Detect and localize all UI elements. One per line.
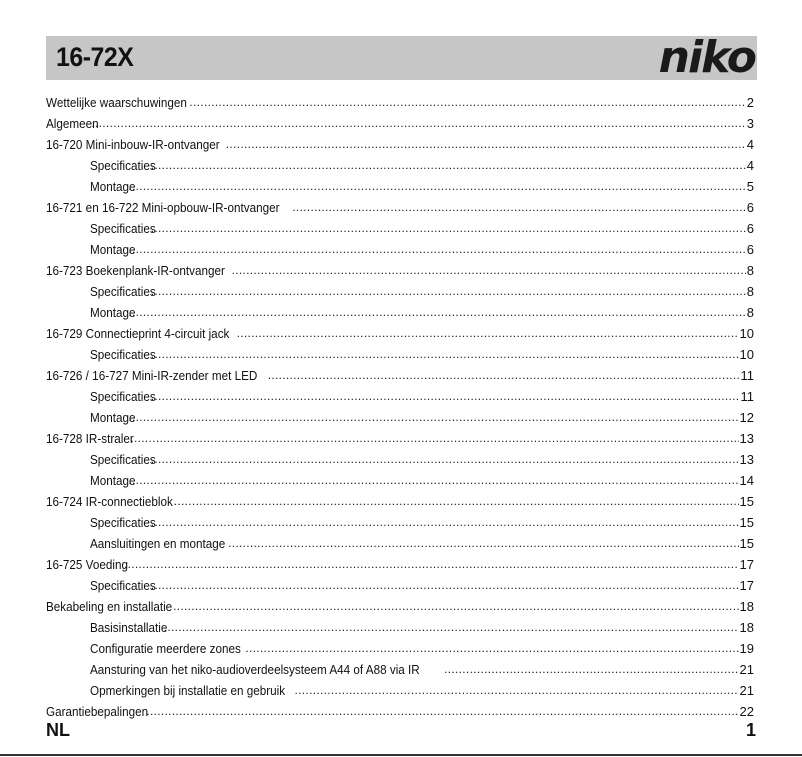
toc-entry-title: Wettelijke waarschuwingen xyxy=(46,95,187,110)
dot-leader xyxy=(128,179,745,194)
toc-entry-page: 8 xyxy=(746,305,754,320)
toc-entry[interactable] xyxy=(46,698,754,719)
toc-entry[interactable] xyxy=(46,404,754,425)
toc-entry-page: 21 xyxy=(739,683,754,698)
toc-entry[interactable] xyxy=(46,614,754,635)
toc-entry[interactable] xyxy=(46,110,754,131)
toc-entry-page: 6 xyxy=(746,242,754,257)
dot-leader xyxy=(128,305,745,320)
toc-entry-title: Opmerkingen bij installatie en gebruik xyxy=(90,683,286,698)
toc-entry[interactable] xyxy=(46,488,754,509)
toc-entry-title: 16-724 IR-connectieblok xyxy=(46,494,173,509)
dot-leader xyxy=(151,221,746,236)
toc-entry-page: 15 xyxy=(739,494,754,509)
toc-entry-title: Specificaties xyxy=(90,284,156,299)
toc-entry[interactable] xyxy=(46,635,754,656)
toc-entry-page: 12 xyxy=(739,410,754,425)
toc-entry-page: 15 xyxy=(739,536,754,551)
dot-leader xyxy=(124,557,739,572)
dot-leader xyxy=(151,515,739,530)
toc-entry-page: 5 xyxy=(746,179,754,194)
toc-entry-title: Specificaties xyxy=(90,158,156,173)
toc-entry-title: 16-723 Boekenplank-IR-ontvanger xyxy=(46,263,225,278)
toc-entry-title: Configuratie meerdere zones xyxy=(90,641,241,656)
dot-leader xyxy=(128,242,745,257)
toc-entry-page: 2 xyxy=(746,95,754,110)
toc-entry-title: Garantiebepalingen xyxy=(46,704,149,719)
toc-entry-title: Bekabeling en installatie xyxy=(46,599,173,614)
dot-leader xyxy=(237,326,739,341)
toc-entry-title: Specificaties xyxy=(90,221,156,236)
toc-entry-page: 4 xyxy=(746,158,754,173)
dot-leader xyxy=(292,200,745,215)
toc-entry[interactable] xyxy=(46,341,754,362)
toc-entry-page: 18 xyxy=(739,599,754,614)
toc-entry[interactable] xyxy=(46,131,754,152)
toc-entry-page: 11 xyxy=(740,389,754,404)
toc-entry-title: Algemeen xyxy=(46,116,99,131)
toc-entry[interactable] xyxy=(46,383,754,404)
toc-entry-title: Basisinstallatie xyxy=(90,620,168,635)
toc-entry-page: 8 xyxy=(746,284,754,299)
toc-entry-page: 21 xyxy=(739,662,754,677)
dot-leader xyxy=(295,683,739,698)
page-number: 1 xyxy=(745,720,756,740)
toc-entry-title: Specificaties xyxy=(90,347,156,362)
toc-entry[interactable] xyxy=(46,278,754,299)
toc-entry-title: 16-720 Mini-inbouw-IR-ontvanger xyxy=(46,137,220,152)
dot-leader xyxy=(174,494,739,509)
toc-entry-page: 22 xyxy=(739,704,754,719)
toc-entry[interactable] xyxy=(46,425,754,446)
toc-entry-page: 6 xyxy=(746,221,754,236)
toc-entry-title: 16-725 Voeding xyxy=(46,557,128,572)
toc-entry-title: Specificaties xyxy=(90,578,156,593)
dot-leader xyxy=(151,158,746,173)
toc-entry[interactable] xyxy=(46,89,754,110)
language-code: NL xyxy=(46,720,70,740)
toc-entry-title: Montage xyxy=(90,305,136,320)
toc-entry-title: Montage xyxy=(90,410,136,425)
toc-entry-page: 14 xyxy=(739,473,754,488)
dot-leader xyxy=(226,137,746,152)
toc-entry[interactable] xyxy=(46,551,754,572)
toc-entry[interactable] xyxy=(46,320,754,341)
toc-entry-title: Montage xyxy=(90,179,136,194)
toc-entry-title: Montage xyxy=(90,242,136,257)
toc-entry-title: Specificaties xyxy=(90,452,156,467)
toc-entry[interactable] xyxy=(46,467,754,488)
dot-leader xyxy=(151,389,740,404)
toc-entry-title: Aansturing van het niko-audioverdeelsysteem A44 of A88 via IR xyxy=(90,662,420,677)
dot-leader xyxy=(173,599,738,614)
toc-entry-page: 11 xyxy=(740,368,754,383)
toc-entry-page: 15 xyxy=(739,515,754,530)
dot-leader xyxy=(128,473,738,488)
toc-entry[interactable] xyxy=(46,362,754,383)
dot-leader xyxy=(232,263,746,278)
bottom-rule xyxy=(0,754,802,756)
toc-entry[interactable] xyxy=(46,194,754,215)
toc-entry-page: 10 xyxy=(739,326,754,341)
toc-entry[interactable] xyxy=(46,236,754,257)
dot-leader xyxy=(91,116,745,131)
toc-entry-page: 4 xyxy=(746,137,754,152)
dot-leader xyxy=(151,452,739,467)
toc-entry-page: 8 xyxy=(746,263,754,278)
toc-entry-page: 10 xyxy=(739,347,754,362)
toc-entry-page: 19 xyxy=(739,641,754,656)
toc-entry-page: 17 xyxy=(739,578,754,593)
toc-entry-title: 16-726 / 16-727 Mini-IR-zender met LED xyxy=(46,368,258,383)
toc-entry-title: 16-721 en 16-722 Mini-opbouw-IR-ontvanger xyxy=(46,200,280,215)
toc-entry[interactable] xyxy=(46,656,754,677)
toc-entry-page: 3 xyxy=(746,116,754,131)
dot-leader xyxy=(130,431,738,446)
toc-entry[interactable] xyxy=(46,215,754,236)
model-number: 16-72X xyxy=(56,42,134,72)
toc-entry-title: Montage xyxy=(90,473,136,488)
header-bar xyxy=(46,32,757,83)
toc-entry[interactable] xyxy=(46,152,754,173)
toc-entry-page: 6 xyxy=(746,200,754,215)
toc-entry-page: 13 xyxy=(739,452,754,467)
toc-entry-title: 16-728 IR-straler xyxy=(46,431,134,446)
toc-entry[interactable] xyxy=(46,173,754,194)
toc-entry-page: 17 xyxy=(739,557,754,572)
dot-leader xyxy=(164,620,739,635)
dot-leader xyxy=(189,95,745,110)
table-of-contents xyxy=(46,89,754,719)
dot-leader xyxy=(151,578,739,593)
toc-entry-title: Aansluitingen en montage xyxy=(90,536,226,551)
toc-entry[interactable] xyxy=(46,677,754,698)
toc-entry[interactable] xyxy=(46,530,754,551)
niko-logo: niko xyxy=(658,32,755,83)
dot-leader xyxy=(444,662,738,677)
dot-leader xyxy=(146,704,738,719)
toc-entry-page: 18 xyxy=(739,620,754,635)
toc-entry[interactable] xyxy=(46,446,754,467)
dot-leader xyxy=(245,641,738,656)
toc-entry-title: Specificaties xyxy=(90,389,156,404)
toc-entry[interactable] xyxy=(46,509,754,530)
dot-leader xyxy=(228,536,738,551)
toc-entry-title: 16-729 Connectieprint 4-circuit jack xyxy=(46,326,230,341)
toc-entry[interactable] xyxy=(46,593,754,614)
toc-entry[interactable] xyxy=(46,257,754,278)
toc-entry-page: 13 xyxy=(739,431,754,446)
dot-leader xyxy=(128,410,738,425)
dot-leader xyxy=(151,284,746,299)
toc-entry[interactable] xyxy=(46,572,754,593)
toc-entry[interactable] xyxy=(46,299,754,320)
toc-entry-title: Specificaties xyxy=(90,515,156,530)
dot-leader xyxy=(268,368,740,383)
dot-leader xyxy=(151,347,739,362)
